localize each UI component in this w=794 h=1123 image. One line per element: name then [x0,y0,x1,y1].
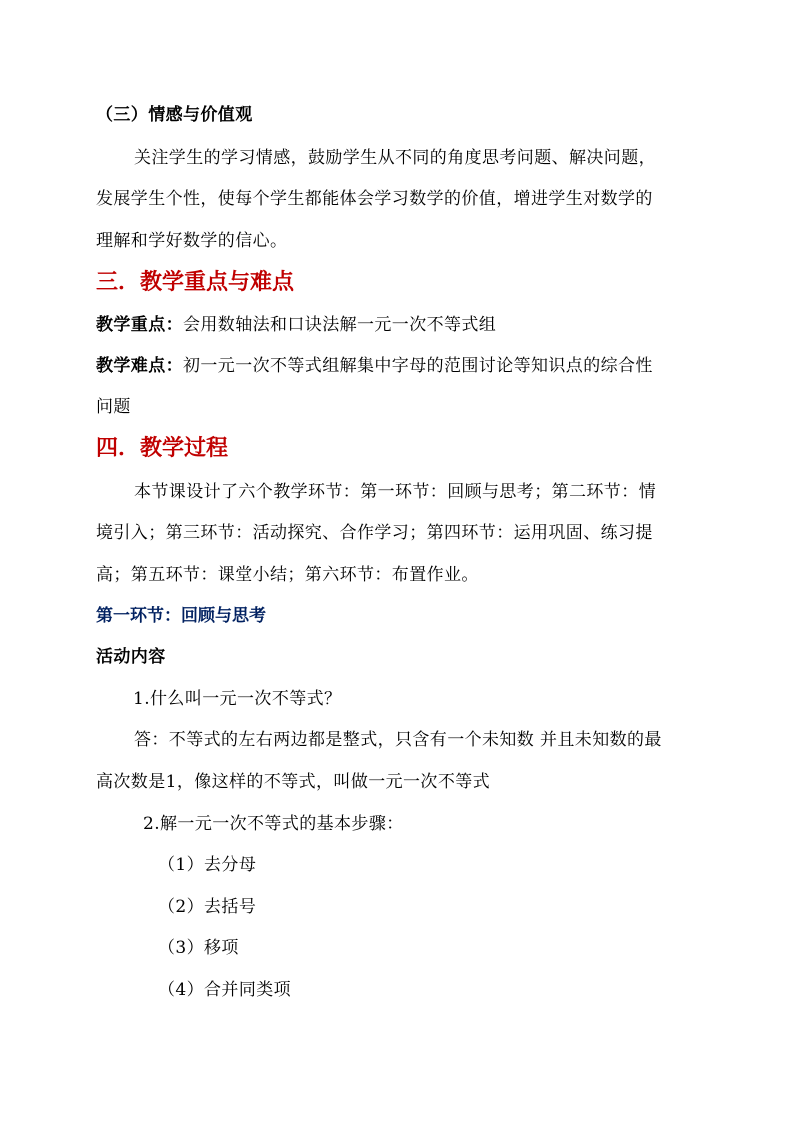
paragraph-line: 高；第五环节：课堂小结；第六环节：布置作业。 [96,565,479,585]
difficulty-line-2: 问题 [96,397,131,417]
answer-1-line-2: 高次数是1，像这样的不等式，叫做一元一次不等式 [96,772,491,792]
key-point-text: 会用数轴法和口诀法解一元一次不等式组 [183,315,497,335]
paragraph-line: 境引入；第三环节：活动探究、合作学习；第四环节：运用巩固、练习提 [96,523,653,543]
step-item: （3）移项 [158,938,239,958]
answer-1-line-1: 答：不等式的左右两边都是整式，只含有一个未知数 并且未知数的最 [134,730,662,750]
step-item: （4）合并同类项 [158,980,292,1000]
step1-heading: 第一环节：回顾与思考 [96,606,266,626]
difficulty-text: 初一元一次不等式组解集中字母的范围讨论等知识点的综合性 [183,356,653,376]
key-point-line [96,314,496,336]
paragraph-line: 发展学生个性，使每个学生都能体会学习数学的价值，增进学生对数学的 [96,189,653,209]
paragraph-line: 本节课设计了六个教学环节：第一环节：回顾与思考；第二环节：情 [134,482,656,502]
paragraph-line: 关注学生的学习情感，鼓励学生从不同的角度思考问题、解决问题， [134,148,656,168]
difficulty-line [96,355,653,377]
step-item: （2）去括号 [158,897,257,917]
question-1: 1.什么叫一元一次不等式？ [133,689,342,709]
difficulty-label: 教学难点： [96,356,183,376]
step-item: （1）去分母 [158,855,257,875]
paragraph-line: 理解和学好数学的信心。 [96,231,288,251]
section-3-heading: 三．教学重点与难点 [96,269,295,295]
section-4-heading: 四．教学过程 [96,435,229,461]
section-affect-heading: （三）情感与价值观 [96,105,253,125]
question-2: 2.解一元一次不等式的基本步骤： [143,814,404,834]
activity-heading: 活动内容 [96,647,166,667]
key-point-label: 教学重点： [96,315,183,335]
